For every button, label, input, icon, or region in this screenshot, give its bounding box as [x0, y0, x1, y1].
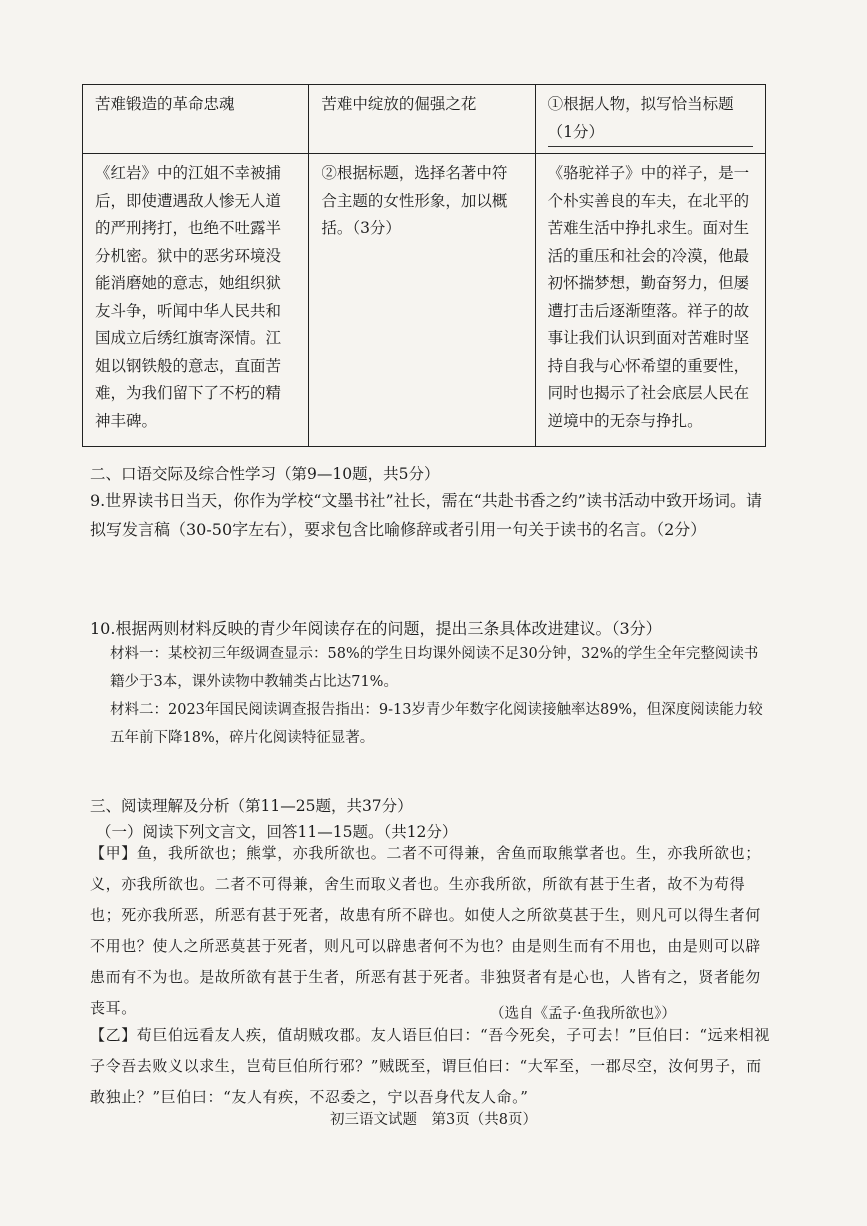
- passage-jia-source: （选自《孟子·鱼我所欲也》）: [490, 1006, 676, 1022]
- section-2-title: 二、口语交际及综合性学习（第9—10题，共5分）: [90, 465, 440, 483]
- table-body-row: [83, 154, 766, 447]
- header-cell-3-prompt: ①根据人物，拟写恰当标题: [547, 95, 734, 113]
- table-header-row: [83, 85, 766, 154]
- header-cell-1: 苦难锻造的革命忠魂: [83, 85, 309, 154]
- subsection-1-title: （一）阅读下列文言文，回答11—15题。（共12分）: [96, 823, 458, 841]
- passage-jia: 【甲】鱼，我所欲也；熊掌，亦我所欲也。二者不可得兼，舍鱼而取熊掌者也。生，亦我所欲也；义，亦我所欲也。二者不可得兼，舍生而取义者也。生亦我所欲，所欲有甚于生者，故不为苟得也；死亦我所恶，所恶有甚于死者，故患有所不辟也。如使人之所欲莫甚于生，则凡可以得生者何不用也？使人之所恶莫甚于死者，则凡可以辟患者何不为也？由是则生而有不用也，由是则可以辟患而有不为也。是故所欲有甚于生者，所恶有甚于死者。非独贤者有是心也，人皆有之，贤者能勿丧耳。: [90, 844, 761, 1017]
- material-1: 材料一：某校初三年级调查显示：58%的学生日均课外阅读不足30分钟，32%的学生全年完整阅读书籍少于3本，课外读物中教辅类占比达71%。: [110, 646, 759, 690]
- page-footer: 初三语文试题 第3页（共8页）: [330, 1112, 537, 1128]
- header-cell-3: [535, 85, 765, 154]
- body-cell-1: 《红岩》中的江姐不幸被捕后，即使遭遇敌人惨无人道的严刑拷打，也绝不吐露半分机密。狱中的恶劣环境没能消磨她的意志，她组织狱友斗争，听闻中华人民共和国成立后绣红旗寄深情。江姐以钢铁般的意志，直面苦难，为我们留下了不朽的精神丰碑。: [83, 154, 309, 447]
- body-cell-2: ②根据标题，选择名著中符合主题的女性形象，加以概括。（3分）: [309, 154, 535, 447]
- header-cell-2: 苦难中绽放的倔强之花: [309, 85, 535, 154]
- famous-works-table: [82, 84, 766, 447]
- title-answer-line: [548, 119, 753, 148]
- body-cell-3: 《骆驼祥子》中的祥子，是一个朴实善良的车夫，在北平的苦难生活中挣扎求生。面对生活的重压和社会的冷漠，他最初怀揣梦想，勤奋努力，但屡遭打击后逐渐堕落。祥子的故事让我们认识到面对苦难时坚持自我与心怀希望的重要性，同时也揭示了社会底层人民在逆境中的无奈与挣扎。: [535, 154, 765, 447]
- material-2: 材料二：2023年国民阅读调查报告指出：9-13岁青少年数字化阅读接触率达89%，但深度阅读能力较五年前下降18%，碎片化阅读特征显著。: [110, 702, 763, 746]
- header-cell-3-score: （1分）: [547, 122, 604, 141]
- question-10: 10.根据两则材料反映的青少年阅读存在的问题，提出三条具体改进建议。（3分）: [90, 619, 662, 638]
- section-3-title: 三、阅读理解及分析（第11—25题，共37分）: [90, 797, 413, 815]
- question-9: 9.世界读书日当天，你作为学校“文墨书社”社长，需在“共赴书香之约”读书活动中致开场词。请拟写发言稿（30-50字左右），要求包含比喻修辞或者引用一句关于读书的名言。（2分）: [90, 491, 762, 539]
- passage-yi: 【乙】荀巨伯远看友人疾，值胡贼攻郡。友人语巨伯曰：“吾今死矣，子可去！”巨伯曰：“远来相视子令吾去败义以求生，岂荀巨伯所行邪？”贼既至，谓巨伯曰：“大军至，一郡尽空，汝何男子，而敢独止？”巨伯曰：“友人有疾，不忍委之，宁以吾身代友人命。”: [90, 1026, 771, 1106]
